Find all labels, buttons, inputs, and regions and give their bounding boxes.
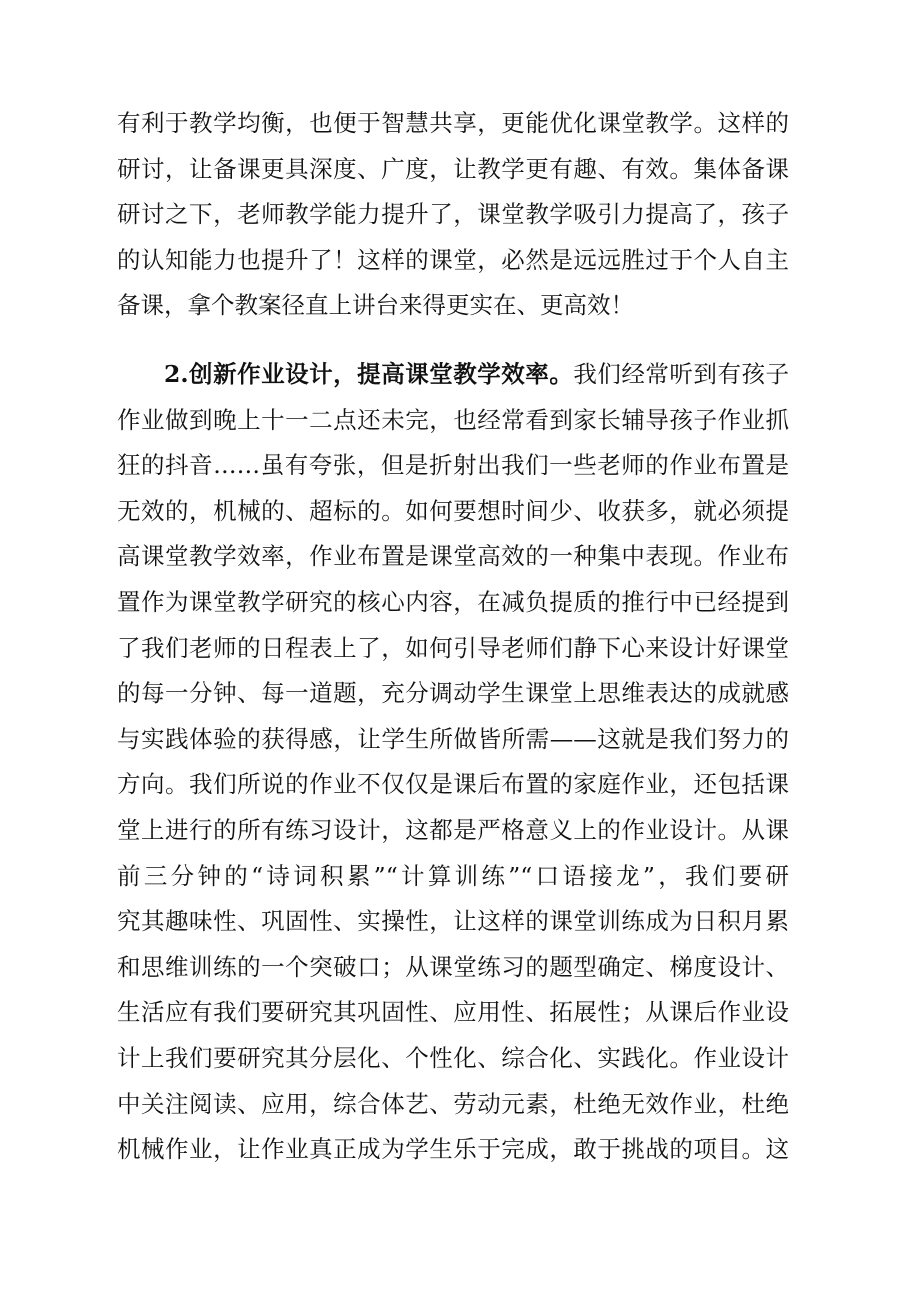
paragraph-line: 有利于教学均衡，也便于智慧共享，更能优化课堂教学。这样的 <box>117 109 789 137</box>
paragraph-line: 无效的，机械的、超标的。如何要想时间少、收获多，就必须提 <box>117 496 789 525</box>
paragraph-line: 方向。我们所说的作业不仅仅是课后布置的家庭作业，还包括课 <box>117 770 789 799</box>
paragraph-line: 置作为课堂教学研究的核心内容，在减负提质的推行中已经提到 <box>117 587 789 616</box>
paragraph-line: 了我们老师的日程表上了，如何引导老师们静下心来设计好课堂 <box>117 633 789 662</box>
paragraph-line: 作业做到晚上十一二点还未完，也经常看到家长辅导孩子作业抓 <box>117 405 789 434</box>
paragraph-2 <box>117 352 789 1173</box>
paragraph-line: 究其趣味性、巩固性、实操性，让这样的课堂训练成为日积月累 <box>117 907 789 936</box>
paragraph-line: 狂的抖音……虽有夸张，但是折射出我们一些老师的作业布置是 <box>117 451 789 480</box>
paragraph-line: 中关注阅读、应用，综合体艺、劳动元素，杜绝无效作业，杜绝 <box>117 1089 789 1118</box>
paragraph-line: 机械作业，让作业真正成为学生乐于完成，敢于挑战的项目。这 <box>117 1135 789 1164</box>
first-line-text: 我们经常听到有孩子 <box>573 360 789 388</box>
paragraph-line: 计上我们要研究其分层化、个性化、综合化、实践化。作业设计 <box>117 1043 789 1072</box>
paragraph-line: 堂上进行的所有练习设计，这都是严格意义上的作业设计。从课 <box>117 815 789 844</box>
paragraph-first-line <box>117 352 789 398</box>
paragraph-line: 和思维训练的一个突破口；从课堂练习的题型确定、梯度设计、 <box>117 952 789 981</box>
paragraph-line: 的认知能力也提升了！这样的课堂，必然是远远胜过于个人自主 <box>117 245 789 274</box>
paragraph-line: 高课堂教学效率，作业布置是课堂高效的一种集中表现。作业布 <box>117 542 789 571</box>
paragraph-1 <box>117 101 789 329</box>
paragraph-line: 研讨之下，老师教学能力提升了，课堂教学吸引力提高了，孩子 <box>117 200 789 229</box>
paragraph-line-last: 备课，拿个教案径直上讲台来得更实在、更高效！ <box>117 291 634 320</box>
paragraph-line: 生活应有我们要研究其巩固性、应用性、拓展性；从课后作业设 <box>117 998 789 1027</box>
paragraph-line: 前三分钟的“诗词积累”“计算训练”“口语接龙”，我们要研 <box>117 861 789 890</box>
paragraph-line: 研讨，让备课更具深度、广度，让教学更有趣、有效。集体备课 <box>117 154 789 183</box>
section-heading: 2.创新作业设计，提高课堂教学效率。 <box>164 360 574 388</box>
paragraph-line: 与实践体验的获得感，让学生所做皆所需——这就是我们努力的 <box>117 724 789 753</box>
paragraph-line: 的每一分钟、每一道题，充分调动学生课堂上思维表达的成就感 <box>117 679 789 708</box>
